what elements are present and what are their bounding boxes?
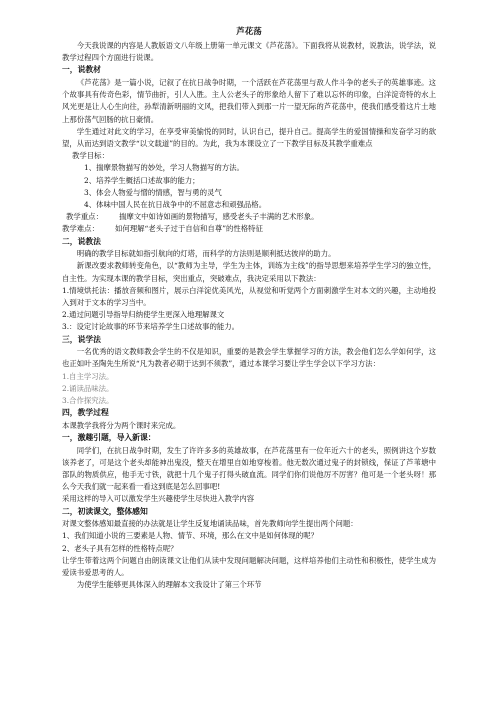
key-point-line: [62, 211, 436, 223]
question-item: 1、我们知道小说的三要素是人物、情节、环境，那么在文中是如何体现的呢？: [62, 531, 318, 541]
method-item: 1.情境烘托法：播放音频和图片，展示白洋淀优美风光，从视觉和听觉两个方面刺激学生对本文的兴趣，主动地投入到对于文本的学习当中。: [62, 285, 436, 308]
difficulty-text: 如何理解“老头子过于自信和自尊”的性格特征: [114, 224, 263, 234]
section-1-heading: 一，说教材: [62, 65, 101, 75]
section-4-heading: 四，教学过程: [62, 408, 109, 418]
section-2-paragraph-2: 新课改要求教师转变角色，以“教师为主导，学生为主体，训练为主线”的指导思想来培养学生学习的独立性，自主性。为实现本课的教学目标，突出重点，突破难点，我决定采用以下教法：: [62, 261, 436, 283]
goals-label: 教学目标：: [72, 151, 109, 161]
section-2-heading: 二，说教法: [62, 236, 101, 246]
difficulty-line: [62, 223, 436, 235]
step-1-paragraph: 同学们，在抗日战争时期，发生了许许多多的英雄故事，在芦花荡里有一位年近六十的老头，照例讲这个岁数该养老了，可是这个老头却能神出鬼没，整天在增里自如地穿梭着。他无数次通过鬼子的封锁线，保证了芦苇塘中部队的物质供应，他手无寸铁，就把十几个鬼子打得头破血流。同学们你们说他厉不厉害？他可是一个老头呀！那么今天我们就一起来看一看这到底是怎么回事吧!: [62, 445, 436, 492]
difficulty-label: 教学难点：: [62, 224, 99, 234]
goal-item: 3、体会人物爱与憎的情感，智与勇的灵气: [84, 187, 222, 197]
step-2-heading: 二，初读课文，整体感知: [62, 506, 148, 516]
document-page: [62, 26, 436, 591]
section-1-paragraph-1: 《芦花荡》是一篇小说，记叙了在抗日战争时期，一个活跃在芦花荡里与敌人作斗争的老头子的英雄事迹。这个故事具有传奇色彩，情节曲折，引人入胜。主人公老头子的形象给人留下了难以忘怀的印象，白洋淀奇特的水上风光更是让人心生向往，孙犁清新明丽的文风，把我们带入到那一片一望无际的芦花荡中，使我们感受着这片土地上那份荡气回肠的抗日豪情。: [62, 78, 436, 124]
method-item: 2.通过问题引导指导归纳使学生更深入地理解课文: [62, 310, 225, 320]
step-2-transition: 为使学生能够更具体深入的理解本文我设计了第三个环节: [76, 580, 262, 590]
step-2-paragraph: 对课文整体感知最直接的办法就是让学生反复地诵读品味，首先教师向学生提出两个问题：: [62, 519, 358, 529]
section-3-heading: 三，说学法: [62, 334, 101, 344]
intro-paragraph: 今天我说课的内容是人教版语文八年级上册第一单元课文《芦花荡》。下面我将从说教材，说教法，说学法，说教学过程四个方面进行说课。: [62, 41, 436, 63]
learning-method-item: 2.诵读品味法。: [62, 383, 114, 393]
learning-method-item: 1.自主学习法。: [62, 371, 114, 381]
goal-item: 2、培养学生概括口述故事的能力；: [84, 175, 200, 185]
key-point-label: 教学重点：: [66, 212, 103, 222]
goal-item: 1、揣摩景物描写的妙处，学习人物描写的方法。: [84, 163, 244, 173]
section-1-paragraph-2: 学生通过对此文的学习，在享受审美愉悦的同时，认识自己，提升自己。提高学生的爱国情操和发奋学习的欲望，从而达到语文教学“以文载道”的目的。为此，我为本课设立了一下教学目标及其教学重难点: [62, 126, 436, 149]
goal-item: 4、体味中国人民在抗日战争中的不屈意志和顽强品格。: [84, 200, 267, 210]
page-title: 芦花荡: [236, 27, 262, 37]
section-3-paragraph: 一名优秀的语文教师教会学生的不仅是知识，重要的是教会学生掌握学习的方法，教会他们怎么学如何学，这也正如叶圣陶先生所说“凡为教者必期于达到不须教”，通过本课学习要让学生学会以下学习方法：: [62, 347, 436, 369]
learning-method-item: 3.合作探究法。: [62, 396, 114, 406]
step-2-note: 让学生带着这两个问题自由朗读课文让他们从读中发现问题解决问题，这样培养他们主动性和积极性，使学生成为爱读书爱思考的人。: [62, 555, 436, 578]
section-2-paragraph-1: 明确的教学目标就如指引航向的灯塔，而科学的方法则是顺利抵达彼岸的助力。: [76, 249, 336, 259]
section-4-paragraph: 本课教学我将分为两个课时来完成。: [62, 420, 181, 430]
question-item: 2、老头子具有怎样的性格特点呢？: [62, 543, 178, 553]
method-item: 3.：设定讨论故事的环节来培养学生口述故事的能力。: [62, 322, 240, 332]
step-1-note: 采用这样的导入可以激发学生兴趣使学生尽快进入教学内容: [62, 494, 255, 504]
step-1-heading: 一，激趣引题，导入新课：: [62, 433, 156, 443]
key-point-text: 揣摩文中如诗如画的景物描写，感受老头子丰满的艺术形象。: [118, 212, 319, 222]
